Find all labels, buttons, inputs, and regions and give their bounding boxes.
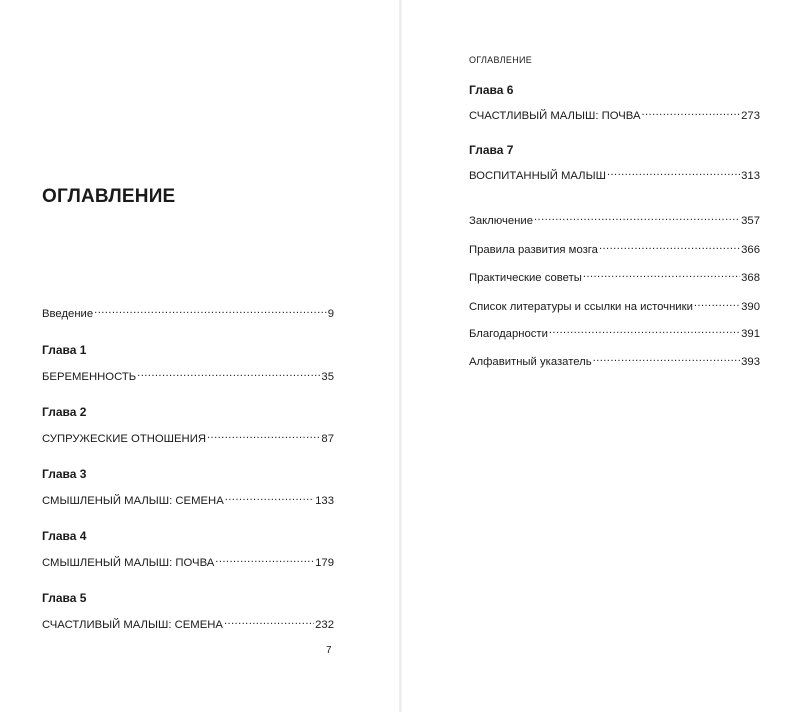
right-page (400, 0, 800, 712)
toc-entry-label: Практические советы (469, 272, 582, 284)
chapter-heading: Глава 3 (42, 467, 87, 481)
toc-entry-label: СЧАСТЛИВЫЙ МАЛЫШ: СЕМЕНА (42, 619, 223, 631)
chapter-heading: Глава 2 (42, 405, 87, 419)
toc-entry-page: 366 (741, 244, 760, 256)
toc-entry-page: 357 (741, 215, 760, 227)
toc-entry-label: Введение (42, 308, 94, 320)
toc-entry-page: 313 (741, 170, 760, 182)
toc-entry-page: 232 (315, 619, 334, 631)
dot-leader (207, 428, 320, 442)
toc-entry-label: Список литературы и ссылки на источники (469, 301, 693, 313)
toc-entry-label: Правила развития мозга (469, 244, 598, 256)
toc-entry-page: 390 (741, 301, 760, 313)
toc-entry-chapter-7[interactable] (469, 165, 760, 183)
toc-entry-label: Алфавитный указатель (469, 356, 592, 368)
toc-entry-chapter-1[interactable] (42, 366, 334, 384)
dot-leader (137, 366, 320, 380)
chapter-heading: Глава 5 (42, 591, 87, 605)
toc-entry-acknowledgements[interactable] (469, 323, 760, 341)
dot-leader (215, 552, 314, 566)
dot-leader (225, 490, 314, 504)
toc-entry-chapter-2[interactable] (42, 428, 334, 446)
dot-leader (549, 323, 740, 337)
toc-entry-practical-tips[interactable] (469, 267, 760, 285)
toc-entry-label: СЧАСТЛИВЫЙ МАЛЫШ: ПОЧВА (469, 110, 641, 122)
toc-entry-page: 35 (321, 371, 334, 383)
toc-entry-page: 87 (321, 433, 334, 445)
dot-leader (534, 210, 740, 224)
toc-entry-references[interactable] (469, 296, 760, 314)
toc-entry-label: ВОСПИТАННЫЙ МАЛЫШ (469, 170, 606, 182)
chapter-heading: Глава 4 (42, 529, 87, 543)
toc-title: ОГЛАВЛЕНИЕ (42, 186, 176, 207)
dot-leader (583, 267, 740, 281)
toc-entry-label: Заключение (469, 215, 533, 227)
toc-entry-page: 391 (741, 328, 760, 340)
toc-entry-page: 179 (315, 557, 334, 569)
dot-leader (593, 351, 741, 365)
toc-entry-chapter-5[interactable] (42, 614, 334, 632)
toc-entry-conclusion[interactable] (469, 210, 760, 228)
toc-entry-page: 9 (327, 308, 334, 320)
dot-leader (94, 303, 327, 317)
toc-entry-label: БЕРЕМЕННОСТЬ (42, 371, 137, 383)
toc-entry-label: СУПРУЖЕСКИЕ ОТНОШЕНИЯ (42, 433, 206, 445)
toc-entry-chapter-6[interactable] (469, 105, 760, 123)
dot-leader (599, 239, 740, 253)
dot-leader (224, 614, 314, 628)
dot-leader (607, 165, 740, 179)
toc-entry-chapter-3[interactable] (42, 490, 334, 508)
toc-entry-label: СМЫШЛЕНЫЙ МАЛЫШ: СЕМЕНА (42, 495, 224, 507)
chapter-heading: Глава 6 (469, 83, 514, 97)
toc-entry-page: 133 (315, 495, 334, 507)
dot-leader (641, 105, 740, 119)
toc-entry-page: 393 (741, 356, 760, 368)
chapter-heading: Глава 7 (469, 143, 514, 157)
page-number: 7 (326, 645, 332, 656)
toc-entry-page: 273 (741, 110, 760, 122)
running-head: ОГЛАВЛЕНИЕ (469, 55, 533, 65)
toc-entry-intro[interactable] (42, 303, 334, 321)
toc-entry-label: СМЫШЛЕНЫЙ МАЛЫШ: ПОЧВА (42, 557, 215, 569)
toc-entry-label: Благодарности (469, 328, 548, 340)
toc-entry-page: 368 (741, 272, 760, 284)
toc-entry-index[interactable] (469, 351, 760, 369)
toc-entry-chapter-4[interactable] (42, 552, 334, 570)
toc-entry-brain-rules[interactable] (469, 239, 760, 257)
dot-leader (694, 296, 740, 310)
chapter-heading: Глава 1 (42, 343, 87, 357)
